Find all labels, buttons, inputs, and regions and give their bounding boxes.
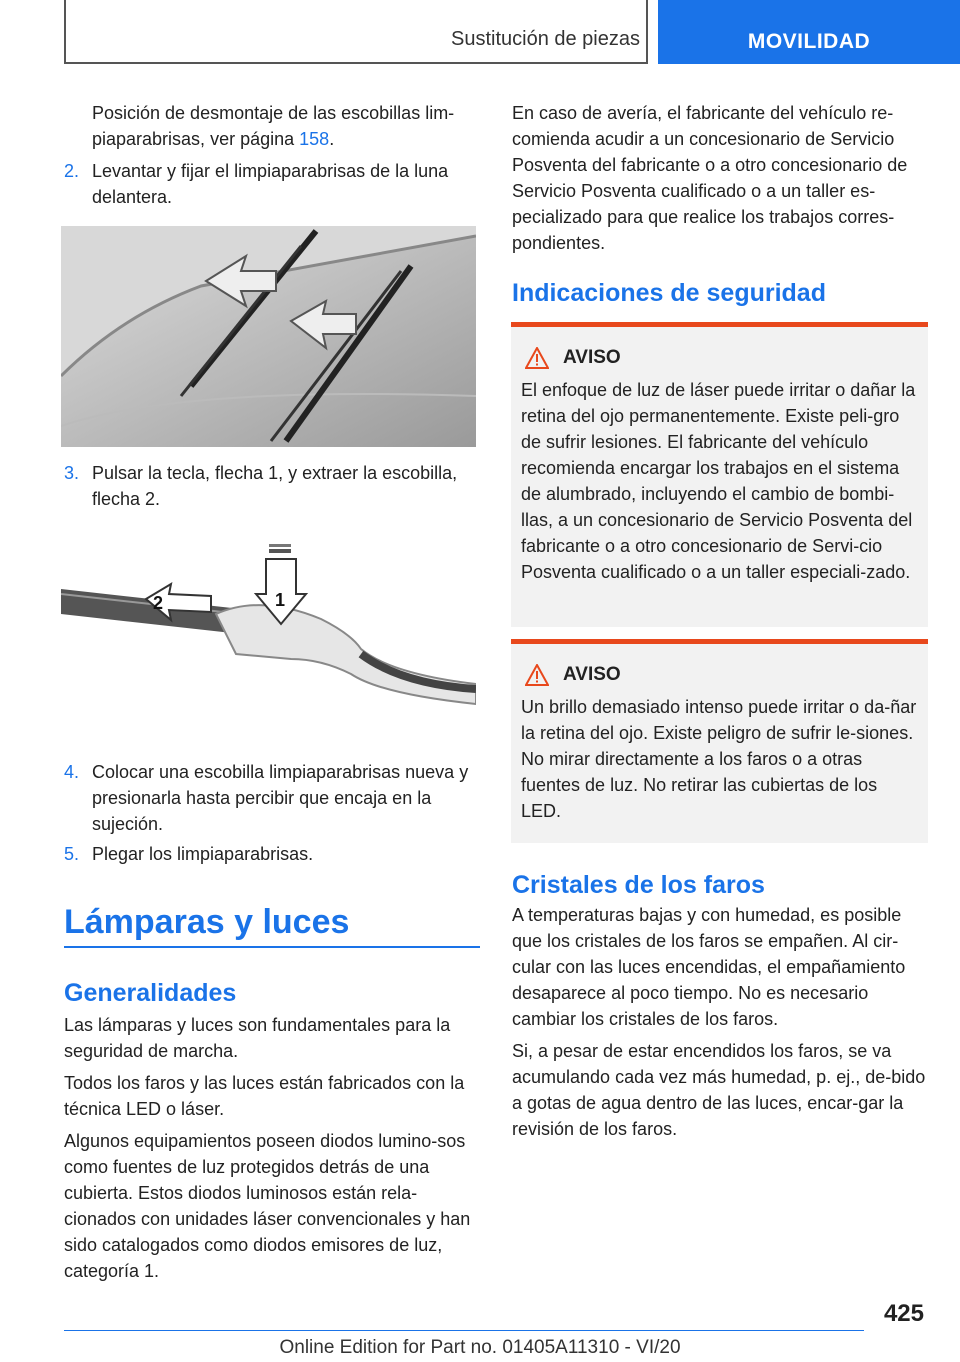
chapter-tab[interactable]: MOVILIDAD <box>658 0 960 64</box>
lamps-section <box>64 902 480 1290</box>
warning-1-text: El enfoque de luz de láser puede irritar o dañar la retina del ojo permanentemente. Existe peli-gro de sufrir lesiones. El fabricante del vehículo recomienda encargar los trabajos en el sistema de alumbrado, incluyendo el cambio de bombi-llas, a un concesionario de Servicio Posventa del fabricante o a otro concesionario de Servi-cio Posventa cualificado o a un taller especiali-zado. <box>521 380 916 582</box>
wiper-raised-figure <box>61 226 476 447</box>
headlight-heading: Cristales de los faros <box>512 871 765 899</box>
warning-triangle-icon <box>525 664 549 686</box>
arrow-1-label: 1 <box>275 590 286 610</box>
warning-1-title: AVISO <box>563 347 621 368</box>
headlight-paragraph-1: A temperaturas bajas y con humedad, es posible que los cristales de los faros se empañen. Al cir-cular con las luces encendidas, el empañamiento desaparece al poco tiempo. No es necesario cambiar los cristales de los faros. <box>512 905 906 1029</box>
step-3-block <box>64 460 480 516</box>
headlight-section <box>512 870 928 1148</box>
headlight-paragraph-2: Si, a pesar de estar encendidos los faros, se va acumulando cada vez más humedad, p. ej., de-bido a gotas de agua dentro de las luces, encar-gar la revisión de los faros. <box>512 1041 926 1139</box>
warning-box-2 <box>511 639 928 843</box>
paragraph-3: Algunos equipamientos poseen diodos lumino-sos como fuentes de luz protegidos detrás de una cubierta. Estos diodos luminosos están rela-cionados con unidades láser convencionales y han sido catalogados como diodos emisores de luz, categoría 1. <box>64 1131 471 1281</box>
warning-box-1 <box>511 322 928 627</box>
warning-2-text: Un brillo demasiado intenso puede irritar o da-ñar la retina del ojo. Existe peligro de sufrir le-siones. No mirar directamente a los faros o a otras fuentes de luz. No retirar las cubiertas de los LED. <box>521 697 917 821</box>
warning-triangle-icon <box>525 347 549 369</box>
intro-paragraph: Posición de desmontaje de las escobillas lim-piaparabrisas, ver página 158. <box>92 103 455 149</box>
safety-heading: Indicaciones de seguridad <box>512 279 826 307</box>
sub-heading: Generalidades <box>64 979 237 1007</box>
arrow-2-label: 2 <box>153 593 164 613</box>
step-5: 5. Plegar los limpiaparabrisas. <box>64 844 314 864</box>
wiper-release-figure <box>61 544 476 744</box>
section-title: Sustitución de piezas <box>450 28 640 50</box>
paragraph-1: Las lámparas y luces son fundamentales para la seguridad de marcha. <box>64 1015 451 1061</box>
page-number: 425 <box>883 1300 924 1327</box>
left-column <box>64 100 480 214</box>
edition-text: Online Edition for Part no. 01405A11310 - VI/20 <box>279 1337 681 1358</box>
steps-4-5-block <box>64 759 480 871</box>
warning-2-title: AVISO <box>563 664 621 685</box>
page-link[interactable]: 158 <box>299 129 330 149</box>
intro-right-paragraph: En caso de avería, el fabricante del vehículo re-comienda acudir a un concesionario de Servicio Posventa del fabricante o a otro concesionario de Servicio Posventa cualificado o a un taller es-pecializado para que realice los trabajos corres-pondientes. <box>512 103 908 253</box>
step-4: 4. Colocar una escobilla limpiaparabrisas nueva y presionarla hasta percibir que encaja en la sujeción. <box>64 762 469 834</box>
step-3: 3. Pulsar la tecla, flecha 1, y extraer la escobilla, flecha 2. <box>64 463 458 509</box>
paragraph-2: Todos los faros y las luces están fabricados con la técnica LED o láser. <box>64 1073 465 1119</box>
footer-rule <box>64 1330 864 1331</box>
step-2: 2. Levantar y fijar el limpiaparabrisas de la luna delantera. <box>64 161 449 207</box>
section-heading: Lámparas y luces <box>64 903 350 941</box>
right-column <box>512 100 928 308</box>
